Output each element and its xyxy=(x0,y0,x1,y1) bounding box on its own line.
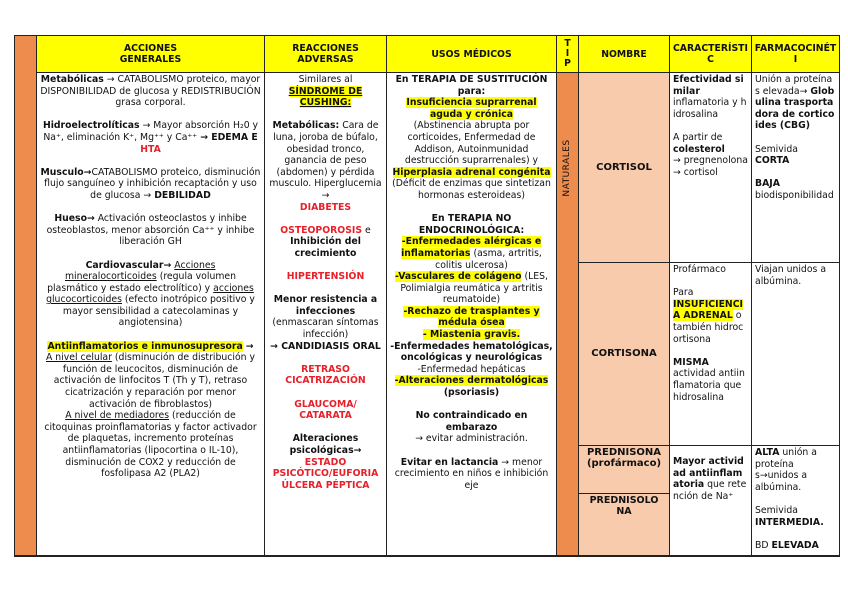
farmaco-cortisol: Unión a proteínas elevada→ Globulina trasportadora de corticoides (CBG) Semivida CORTA BAJA biodisponibilidad xyxy=(752,73,840,263)
caract-cortisol: Efectividad similar inflamatoria y hidrosalina A partir de colesterol → pregnenolona → cortisol xyxy=(670,73,752,263)
caract-prednisona: Mayor actividad antiinflamatoria que retención de Na⁺ xyxy=(670,446,752,556)
header-reacciones: REACCIONES ADVERSAS xyxy=(265,36,387,73)
header-tip: T I P xyxy=(557,36,579,73)
header-caracteristicas: CARACTERÍSTIC xyxy=(670,36,752,73)
acciones-column: Metabólicas → CATABOLISMO proteico, mayor DISPONIBILIDAD de glucosa y REDISTRIBUCIÓN grasa corporal. Hidroelectrolíticas → Mayor absorción H₂0 y Na⁺, eliminación K⁺, Mg⁺⁺ y Ca⁺⁺ → EDEMA E HTA Musculo→CATABOLISMO proteico, disminución flujo sanguíneo y inhibición recaptación y uso de glucosa → DEBILIDAD Hueso→ Activación osteoclastos y inhibe osteoblastos, menor absorción Ca⁺⁺ y inhibe liberación GH Cardiovascular→ Acciones mineralocorticoides (regula volumen plasmático y estado electrolítico) y acciones glucocorticoides (efecto inotrópico positivo y mayor sensibilidad a catecolaminas y angiotensina) Antiinflamatorios e inmunosupresora → A nivel celular (disminución de distribución y función de leucocitos, disminución de activación de linfocitos T (Th y T), retraso cicatrización y reparación por menor activación de fibroblastos) A nivel de mediadores (reducción de citoquinas proinflamatorias y factor activador de plaquetas, incremento proteínas antiinflamatorias (lipocortina o IL-10), disminución de COX2 y reducción de fosfolipasa A2 (PLA2) xyxy=(37,73,265,556)
header-nombre: NOMBRE xyxy=(579,36,670,73)
farmaco-cortisona: Viajan unidos a albúmina. xyxy=(752,263,840,446)
header-acciones: ACCIONES GENERALES xyxy=(37,36,265,73)
nombre-prednisolona: PREDNISOLONA xyxy=(579,494,670,556)
caract-cortisona: Profármaco Para INSUFICIENCIA ADRENAL o también hidrocortisona MISMA actividad antiinflamatoria que hidrosalina xyxy=(670,263,752,446)
header-farmacocinetica: FARMACOCINÉTI xyxy=(752,36,840,73)
nombre-cortisona: CORTISONA xyxy=(579,263,670,446)
usos-column: En TERAPIA DE SUSTITUCIÓN para: Insuficiencia suprarrenal aguda y crónica (Abstinencia abrupta por corticoides, Enfermedad de Addison, Autoinmunidad destrucción suprarrenales) y Hiperplasia adrenal congénita (Déficit de enzimas que sintetizan hormonas esteroideas) En TERAPIA NO ENDOCRINOLÓGICA: -Enfermedades alérgicas e inflamatorias (asma, artritis, colitis ulcerosa) -Vasculares de colágeno (LES, Polimialgia reumática y artritis reumatoide) -Rechazo de trasplantes y médula ósea - Miastenia gravis. -Enfermedades hematológicas, oncológicas y neurológicas -Enfermedad hepáticas -Alteraciones dermatológicas (psoriasis) No contraindicado en embarazo → evitar administración. Evitar en lactancia → menor crecimiento en niños e inhibición eje xyxy=(387,73,557,556)
left-strip xyxy=(15,36,37,556)
header-usos: USOS MÉDICOS xyxy=(387,36,557,73)
nombre-cortisol: CORTISOL xyxy=(579,73,670,263)
farmaco-prednisona: ALTA unión a proteína s→unidos a albúmina. Semivida INTERMEDIA. BD ELEVADA xyxy=(752,446,840,556)
nombre-prednisona: PREDNISONA (profármaco) xyxy=(579,446,670,494)
reacciones-column: Similares al SÍNDROME DE CUSHING: Metabólicas: Cara de luna, joroba de búfalo, obesidad tronco, ganancia de peso (abdomen) y pérdida musculo. Hiperglucemia → DIABETES OSTEOPOROSIS e Inhibición del crecimiento HIPERTENSIÓN Menor resistencia a infecciones (enmascaran síntomas infección) → CANDIDIASIS ORAL RETRASO CICATRIZACIÓN GLAUCOMA/ CATARATA Alteraciones psicológicas→ ESTADO PSICÓTICO/EUFORIA ÚLCERA PÉPTICA xyxy=(265,73,387,556)
summary-table xyxy=(14,35,840,557)
tipo-naturales: NATURALES xyxy=(557,73,579,556)
